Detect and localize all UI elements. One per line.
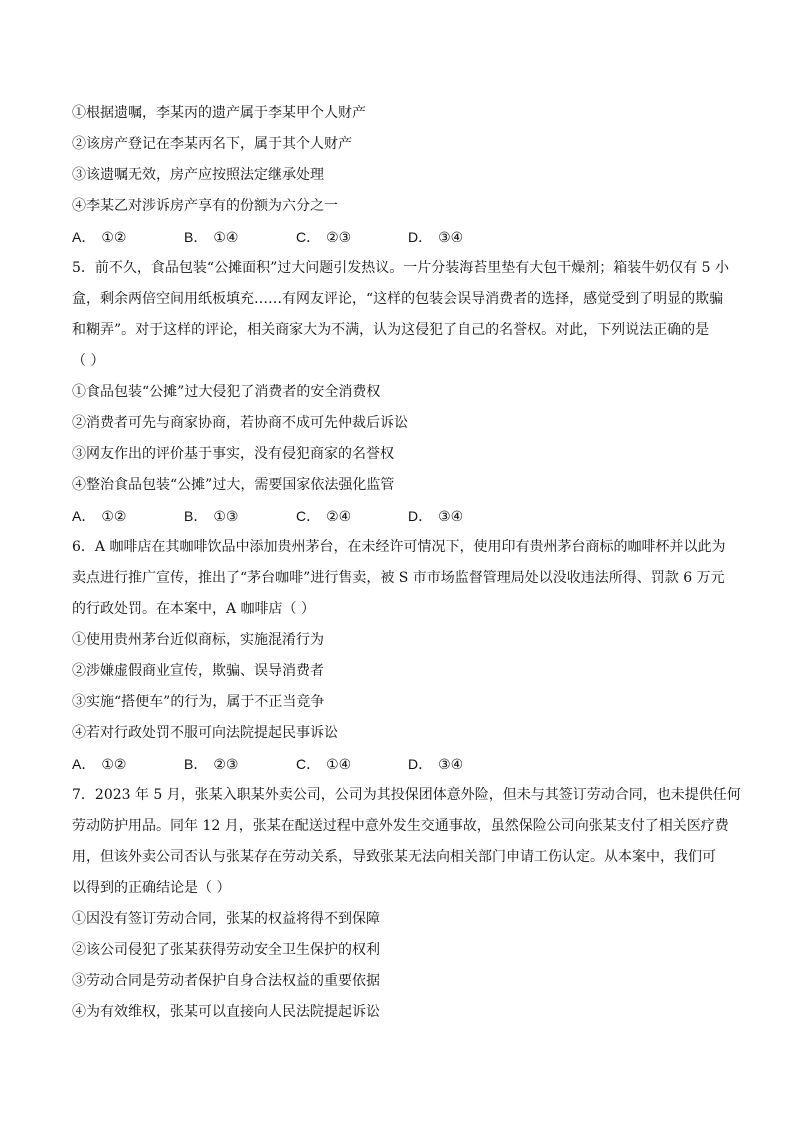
q5-options (72, 501, 722, 532)
question-4-block (72, 98, 722, 253)
q7-statement-2: ②该公司侵犯了张某获得劳动安全卫生保护的权利 (72, 942, 380, 958)
q7-stem-line-2: 劳动防护用品。同年 12 月，张某在配送过程中意外发生交通事故，虽然保险公司向张某支付了相关医疗费 (72, 818, 729, 834)
q5-statement-3: ③网友作出的评价基于事实，没有侵犯商家的名誉权 (72, 446, 394, 462)
q5-option-b: B． ①③ (184, 508, 239, 525)
q7-statement-1: ①因没有签订劳动合同，张某的权益将得不到保障 (72, 911, 380, 927)
q7-statement-4: ④为有效维权，张某可以直接向人民法院提起诉讼 (72, 1004, 380, 1020)
q5-stem-line-1: 5．前不久，食品包装“公摊面积”过大问题引发热议。一片分装海苔里垫有大包干燥剂；箱装牛奶仅有 5 小 (72, 260, 730, 276)
q6-options (72, 749, 722, 780)
q5-option-d: D． ③④ (408, 508, 464, 525)
q4-option-d: D． ③④ (408, 229, 464, 246)
q6-stem-line-1: 6．A 咖啡店在其咖啡饮品中添加贵州茅台，在未经许可情况下，使用印有贵州茅台商标的咖啡杯并以此为 (72, 539, 726, 555)
question-5-block (72, 253, 730, 532)
q5-option-c: C． ②④ (296, 508, 352, 525)
question-7-block (72, 780, 741, 1028)
q6-option-b: B． ②③ (184, 756, 239, 773)
q7-stem-line-3: 用，但该外卖公司否认与张某存在劳动关系，导致张某无法向相关部门申请工伤认定。从本案中，我们可 (72, 849, 716, 865)
q5-statement-1: ①食品包装“公摊”过大侵犯了消费者的安全消费权 (72, 384, 381, 400)
q7-stem-line-4: 以得到的正确结论是（ ） (72, 880, 231, 896)
q6-statement-1: ①使用贵州茅台近似商标，实施混淆行为 (72, 632, 324, 648)
question-6-block (72, 532, 726, 780)
q5-stem-line-4: （ ） (72, 353, 105, 369)
q4-statement-1: ①根据遗嘱，李某丙的遗产属于李某甲个人财产 (72, 105, 366, 121)
q4-statement-4: ④李某乙对涉诉房产享有的份额为六分之一 (72, 198, 338, 214)
q4-statement-2: ②该房产登记在李某丙名下，属于其个人财产 (72, 136, 352, 152)
q6-stem-line-2: 卖点进行推广宣传，推出了“茅台咖啡”进行售卖，被 S 市市场监督管理局处以没收违法所得、罚款 6 万元 (72, 570, 725, 586)
q4-option-b: B． ①④ (184, 229, 239, 246)
q4-option-a: A． ①② (72, 229, 127, 246)
q5-option-a: A． ①② (72, 508, 127, 525)
q5-statement-2: ②消费者可先与商家协商，若协商不成可先仲裁后诉讼 (72, 415, 408, 431)
exam-page (72, 98, 741, 1028)
q7-statement-3: ③劳动合同是劳动者保护自身合法权益的重要依据 (72, 973, 380, 989)
q6-statement-3: ③实施“搭便车”的行为，属于不正当竞争 (72, 694, 325, 710)
q6-stem-line-3: 的行政处罚。在本案中，A 咖啡店（ ） (72, 601, 316, 617)
q4-statement-3: ③该遗嘱无效，房产应按照法定继承处理 (72, 167, 324, 183)
q5-stem-line-2: 盒，剩余两倍空间用纸板填充……有网友评论，“这样的包装会误导消费者的选择，感觉受到了明显的欺骗 (72, 291, 724, 307)
q6-option-a: A． ①② (72, 756, 127, 773)
q5-stem-line-3: 和糊弄”。对于这样的评论，相关商家大为不满，认为这侵犯了自己的名誉权。对此，下列说法正确的是 (72, 322, 710, 338)
q5-statement-4: ④整治食品包装“公摊”过大，需要国家依法强化监管 (72, 477, 395, 493)
q6-statement-2: ②涉嫌虚假商业宣传，欺骗、误导消费者 (72, 663, 324, 679)
q6-option-d: D． ③④ (408, 756, 464, 773)
q7-stem-line-1: 7．2023 年 5 月，张某入职某外卖公司，公司为其投保团体意外险，但未与其签订劳动合同，也未提供任何 (72, 787, 741, 803)
q6-statement-4: ④若对行政处罚不服可向法院提起民事诉讼 (72, 725, 338, 741)
q6-option-c: C． ①④ (296, 756, 352, 773)
q4-options (72, 222, 722, 253)
q4-option-c: C． ②③ (296, 229, 352, 246)
